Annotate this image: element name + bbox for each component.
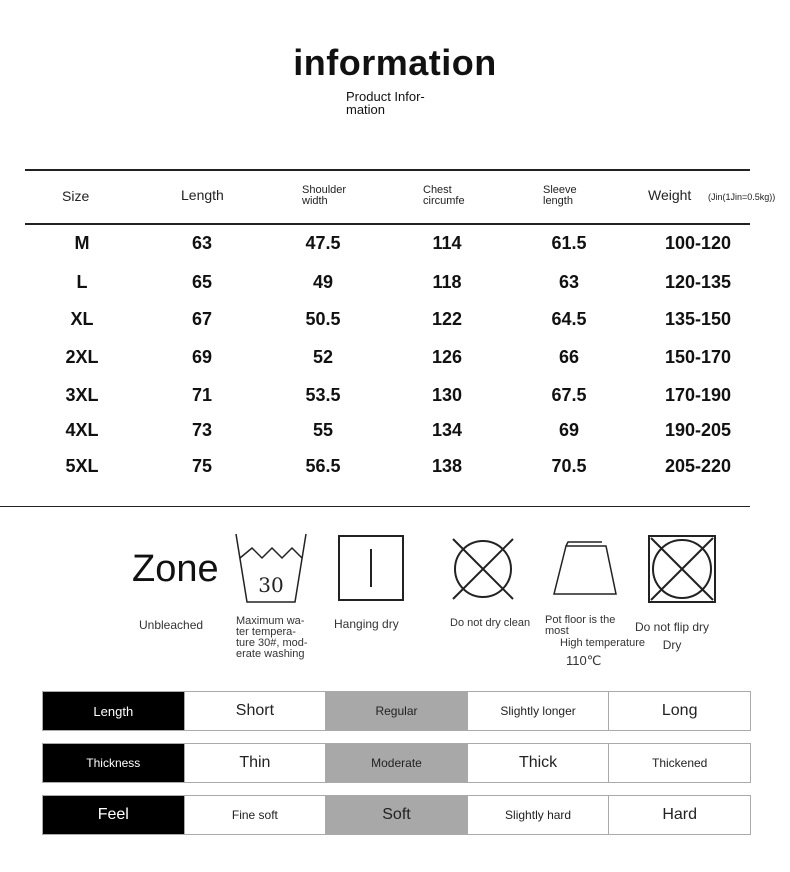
- header-weight: Weight: [648, 187, 692, 203]
- attribute-name: Length: [42, 691, 185, 731]
- table-header-rule: [25, 223, 750, 225]
- attribute-option: Slightly longer: [467, 691, 610, 731]
- iron-icon: [552, 538, 618, 600]
- cell-chest: 130: [431, 385, 463, 405]
- wash-temp: 30: [258, 573, 284, 597]
- wash-label: [236, 616, 308, 660]
- cell-sleeve: 66: [558, 347, 580, 367]
- header-length: Length: [181, 187, 224, 203]
- header-line: Shoulder: [302, 184, 347, 196]
- tumble-label-line: Do not flip dry: [635, 620, 710, 634]
- tumble-label-line: Dry: [662, 638, 682, 652]
- attribute-option: Fine soft: [184, 795, 327, 835]
- header-line: width: [302, 195, 328, 207]
- header-shoulder: [302, 185, 346, 207]
- attribute-row-thickness: [42, 743, 750, 783]
- cell-sleeve: 70.5: [551, 456, 587, 476]
- cell-chest: 138: [431, 456, 463, 476]
- weight-note: (Jin(1Jin=0.5kg)): [708, 192, 776, 202]
- attribute-option: Hard: [608, 795, 751, 835]
- cell-shoulder: 47.5: [305, 233, 341, 253]
- attribute-option: Moderate: [325, 743, 468, 783]
- cell-weight: 190-205: [664, 420, 732, 440]
- attribute-name: Feel: [42, 795, 185, 835]
- iron-label-line: Pot floor is the: [545, 614, 616, 626]
- header-line: Chest: [423, 184, 452, 196]
- attribute-option: Long: [608, 691, 751, 731]
- cell-weight: 135-150: [664, 309, 732, 329]
- no-dry-clean-label: Do not dry clean: [450, 617, 531, 629]
- cell-size: L: [76, 272, 88, 292]
- header-line: length: [543, 195, 573, 207]
- attribute-option: Short: [184, 691, 327, 731]
- subtitle-line: mation: [346, 102, 386, 117]
- subtitle-line: Product Infor-: [346, 89, 425, 104]
- iron-label: [545, 615, 615, 637]
- attribute-option: Soft: [325, 795, 468, 835]
- cell-size: 4XL: [65, 420, 99, 440]
- cell-size: 3XL: [65, 385, 99, 405]
- iron-sub-label: High temperature: [560, 637, 645, 649]
- attribute-option: Regular: [325, 691, 468, 731]
- tumble-dry-label: [635, 618, 709, 654]
- wash-tub-30-icon: [234, 532, 308, 604]
- header-line: circumfe: [423, 195, 465, 207]
- cell-sleeve: 63: [558, 272, 580, 292]
- attribute-option: Thick: [467, 743, 610, 783]
- page-title: information: [293, 42, 497, 83]
- header-line: Sleeve: [543, 184, 577, 196]
- cell-sleeve: 61.5: [551, 233, 587, 253]
- cell-length: 63: [191, 233, 213, 253]
- cell-length: 71: [191, 385, 213, 405]
- cell-chest: 134: [431, 420, 463, 440]
- table-top-rule: [25, 169, 750, 171]
- cell-weight: 150-170: [664, 347, 732, 367]
- cell-chest: 126: [431, 347, 463, 367]
- cell-shoulder: 55: [312, 420, 334, 440]
- attribute-name: Thickness: [42, 743, 185, 783]
- attribute-option: Thickened: [608, 743, 751, 783]
- zone-label: Zone: [132, 548, 219, 590]
- table-bottom-rule: [0, 506, 750, 507]
- attribute-option: Slightly hard: [467, 795, 610, 835]
- cell-size: 5XL: [65, 456, 99, 476]
- cell-chest: 114: [432, 233, 462, 253]
- wash-label-line: ture 30#, mod-: [236, 637, 308, 649]
- header-sleeve: [543, 185, 577, 207]
- attribute-row-feel: [42, 795, 750, 835]
- cell-shoulder: 50.5: [305, 309, 341, 329]
- cell-shoulder: 49: [312, 272, 334, 292]
- cell-weight: 205-220: [664, 456, 732, 476]
- no-tumble-dry-icon: [648, 535, 716, 603]
- unbleached-label: Unbleached: [139, 618, 204, 632]
- cell-size: 2XL: [65, 347, 99, 367]
- cell-shoulder: 56.5: [305, 456, 341, 476]
- cell-chest: 118: [432, 272, 462, 292]
- cell-weight: 120-135: [664, 272, 732, 292]
- hanging-dry-label: Hanging dry: [334, 617, 399, 631]
- cell-length: 69: [191, 347, 213, 367]
- cell-length: 75: [191, 456, 213, 476]
- cell-size: M: [74, 233, 90, 253]
- header-size: Size: [62, 188, 90, 204]
- cell-shoulder: 52: [312, 347, 334, 367]
- no-dry-clean-icon: [449, 535, 517, 603]
- wash-label-line: Maximum wa-: [236, 615, 305, 627]
- page-subtitle: [346, 90, 446, 116]
- iron-temp-label: 110℃: [566, 653, 602, 668]
- wash-label-line: ter tempera-: [236, 626, 296, 638]
- cell-weight: 100-120: [664, 233, 732, 253]
- iron-label-line: most: [545, 625, 569, 637]
- cell-chest: 122: [431, 309, 463, 329]
- cell-sleeve: 67.5: [551, 385, 587, 405]
- cell-length: 73: [191, 420, 213, 440]
- cell-sleeve: 64.5: [551, 309, 587, 329]
- cell-weight: 170-190: [664, 385, 732, 405]
- cell-sleeve: 69: [558, 420, 580, 440]
- wash-label-line: erate washing: [236, 648, 305, 660]
- cell-shoulder: 53.5: [305, 385, 341, 405]
- cell-length: 67: [191, 309, 213, 329]
- cell-length: 65: [191, 272, 213, 292]
- attribute-row-length: [42, 691, 750, 731]
- attribute-option: Thin: [184, 743, 327, 783]
- header-chest: [423, 185, 465, 207]
- hanging-dry-icon: [338, 535, 404, 601]
- cell-size: XL: [70, 309, 94, 329]
